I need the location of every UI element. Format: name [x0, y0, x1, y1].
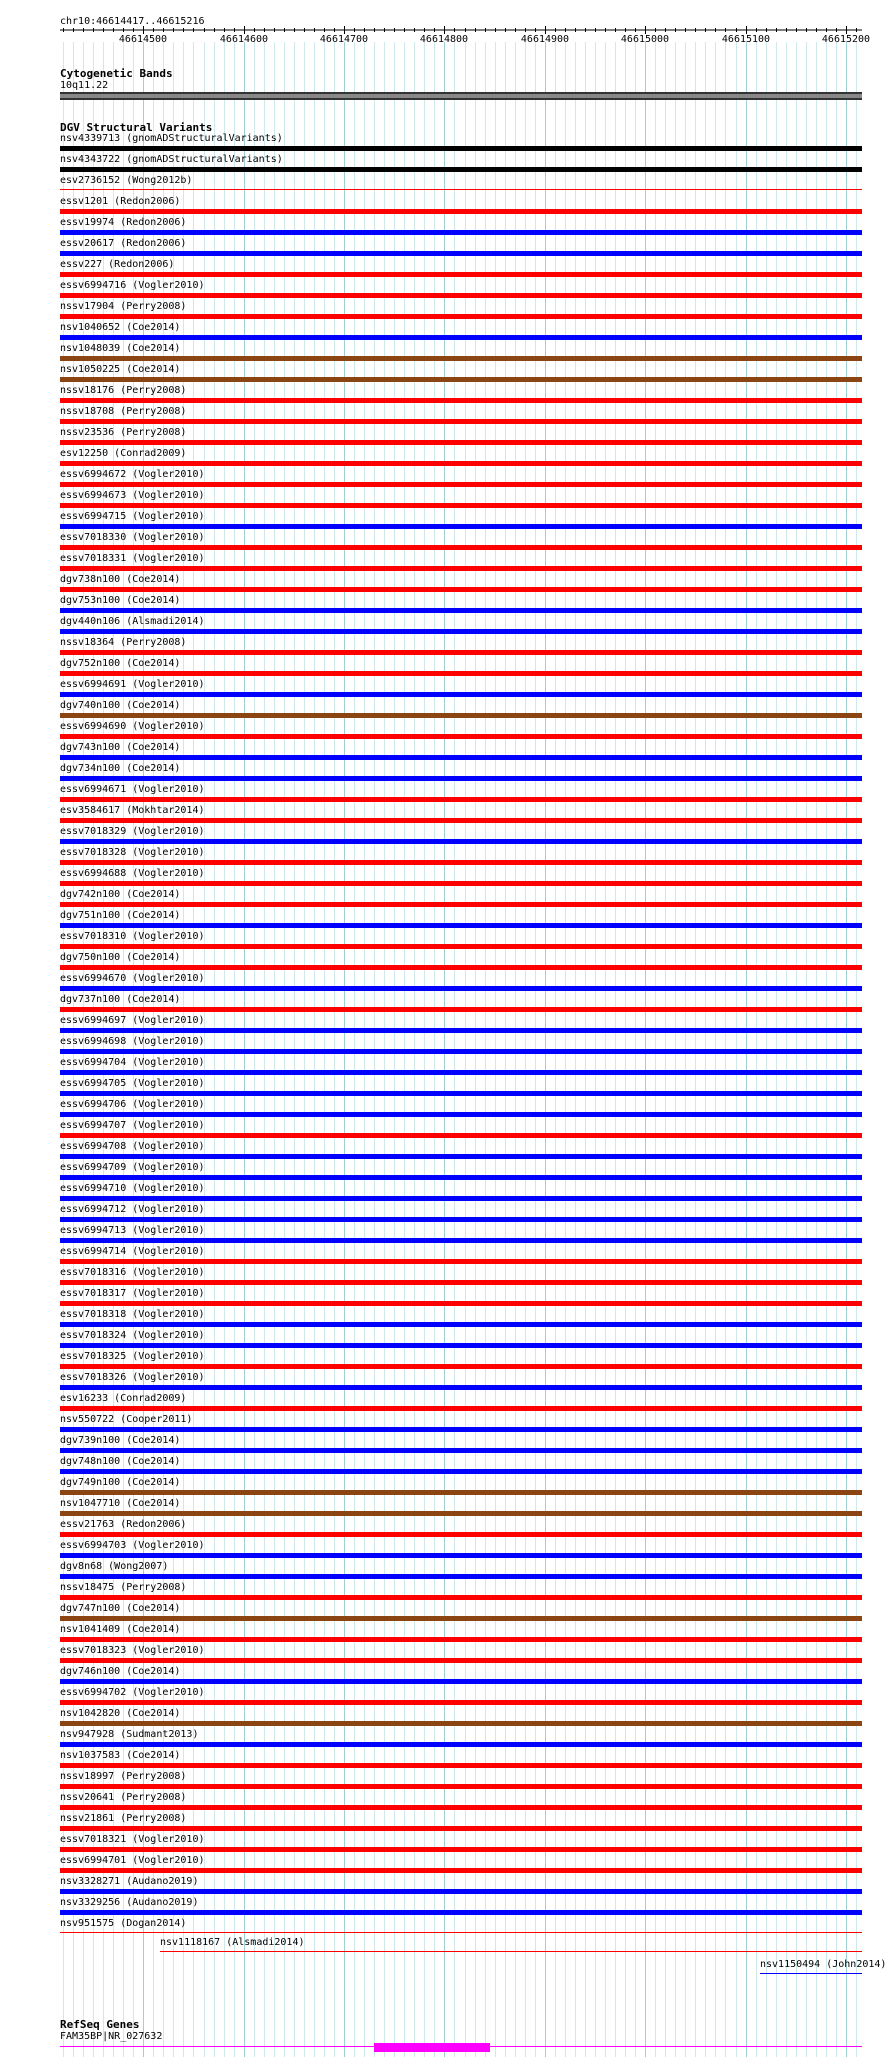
dgv-feature-bar[interactable]	[60, 860, 862, 865]
dgv-feature-label[interactable]: essv6994708 (Vogler2010)	[60, 1141, 205, 1152]
dgv-feature-label[interactable]: nsv4339713 (gnomADStructuralVariants)	[60, 133, 283, 144]
dgv-feature-bar[interactable]	[60, 1427, 862, 1432]
ruler-tick-label: 46614700	[319, 34, 369, 45]
dgv-feature-label[interactable]: essv7018310 (Vogler2010)	[60, 931, 205, 942]
dgv-feature-label[interactable]: nsv1050225 (Coe2014)	[60, 364, 181, 375]
dgv-feature-bar[interactable]	[60, 1721, 862, 1726]
dgv-feature-bar[interactable]	[60, 314, 862, 319]
dgv-feature-label[interactable]: nsv3328271 (Audano2019)	[60, 1876, 199, 1887]
dgv-feature-bar[interactable]	[60, 1932, 862, 1933]
dgv-feature-label[interactable]: essv227 (Redon2006)	[60, 259, 175, 270]
dgv-feature-bar[interactable]	[60, 1343, 862, 1348]
dgv-feature-label[interactable]: essv7018316 (Vogler2010)	[60, 1267, 205, 1278]
dgv-feature-label[interactable]: essv6994688 (Vogler2010)	[60, 868, 205, 879]
dgv-feature-label[interactable]: nsv3329256 (Audano2019)	[60, 1897, 199, 1908]
dgv-feature-bar[interactable]	[60, 1868, 862, 1873]
dgv-feature-label[interactable]: dgv747n100 (Coe2014)	[60, 1603, 181, 1614]
dgv-feature-bar[interactable]	[60, 1469, 862, 1474]
dgv-feature-label[interactable]: essv6994672 (Vogler2010)	[60, 469, 205, 480]
dgv-feature-bar[interactable]	[60, 293, 862, 298]
dgv-feature-bar[interactable]	[60, 629, 862, 634]
dgv-feature-bar[interactable]	[60, 1763, 862, 1768]
dgv-feature-bar[interactable]	[60, 1826, 862, 1831]
dgv-feature-label[interactable]: essv6994716 (Vogler2010)	[60, 280, 205, 291]
dgv-feature-bar[interactable]	[60, 461, 862, 466]
dgv-feature-label[interactable]: dgv734n100 (Coe2014)	[60, 763, 181, 774]
dgv-feature-label[interactable]: essv6994713 (Vogler2010)	[60, 1225, 205, 1236]
dgv-feature-bar[interactable]	[60, 1322, 862, 1327]
dgv-feature-label[interactable]: dgv440n106 (Alsmadi2014)	[60, 616, 205, 627]
dgv-feature-label[interactable]: essv7018326 (Vogler2010)	[60, 1372, 205, 1383]
dgv-feature-label[interactable]: dgv740n100 (Coe2014)	[60, 700, 181, 711]
dgv-feature-bar[interactable]	[60, 1616, 862, 1621]
dgv-feature-label[interactable]: essv7018318 (Vogler2010)	[60, 1309, 205, 1320]
dgv-feature-bar[interactable]	[60, 1574, 862, 1579]
dgv-feature-label[interactable]: nssv18176 (Perry2008)	[60, 385, 187, 396]
dgv-feature-bar[interactable]	[60, 881, 862, 886]
dgv-feature-bar[interactable]	[60, 986, 862, 991]
dgv-feature-bar[interactable]	[60, 1112, 862, 1117]
dgv-feature-label[interactable]: essv7018321 (Vogler2010)	[60, 1834, 205, 1845]
dgv-feature-bar[interactable]	[60, 1070, 862, 1075]
dgv-feature-label[interactable]: nsv1042820 (Coe2014)	[60, 1708, 181, 1719]
dgv-feature-label[interactable]: nsv4343722 (gnomADStructuralVariants)	[60, 154, 283, 165]
dgv-feature-bar[interactable]	[60, 1679, 862, 1684]
dgv-feature-bar[interactable]	[60, 1154, 862, 1159]
dgv-feature-bar[interactable]	[60, 1028, 862, 1033]
dgv-feature-bar[interactable]	[60, 965, 862, 970]
dgv-feature-label[interactable]: nsv1118167 (Alsmadi2014)	[160, 1937, 305, 1948]
dgv-feature-label[interactable]: essv6994671 (Vogler2010)	[60, 784, 205, 795]
dgv-feature-label[interactable]: dgv746n100 (Coe2014)	[60, 1666, 181, 1677]
dgv-feature-bar[interactable]	[60, 524, 862, 529]
dgv-feature-label[interactable]: essv20617 (Redon2006)	[60, 238, 187, 249]
dgv-feature-bar[interactable]	[60, 1238, 862, 1243]
dgv-feature-bar[interactable]	[60, 1595, 862, 1600]
dgv-feature-label[interactable]: essv6994709 (Vogler2010)	[60, 1162, 205, 1173]
dgv-feature-label[interactable]: nsv1037583 (Coe2014)	[60, 1750, 181, 1761]
dgv-feature-label[interactable]: esv2736152 (Wong2012b)	[60, 175, 193, 186]
dgv-feature-bar[interactable]	[60, 923, 862, 928]
dgv-feature-label[interactable]: essv21763 (Redon2006)	[60, 1519, 187, 1530]
dgv-feature-label[interactable]: dgv742n100 (Coe2014)	[60, 889, 181, 900]
dgv-feature-bar[interactable]	[60, 818, 862, 823]
dgv-feature-bar[interactable]	[60, 1532, 862, 1537]
dgv-feature-bar[interactable]	[60, 1448, 862, 1453]
dgv-feature-label[interactable]: essv7018325 (Vogler2010)	[60, 1351, 205, 1362]
dgv-feature-bar[interactable]	[60, 1280, 862, 1285]
dgv-feature-bar[interactable]	[60, 1301, 862, 1306]
dgv-feature-bar[interactable]	[60, 650, 862, 655]
dgv-feature-bar[interactable]	[60, 440, 862, 445]
dgv-feature-label[interactable]: nsv951575 (Dogan2014)	[60, 1918, 187, 1929]
ruler-tick-label: 46614600	[219, 34, 269, 45]
dgv-feature-label[interactable]: essv6994715 (Vogler2010)	[60, 511, 205, 522]
cytoband-track-title: Cytogenetic Bands	[60, 67, 173, 80]
dgv-feature-bar[interactable]	[60, 1511, 862, 1516]
dgv-feature-label[interactable]: dgv737n100 (Coe2014)	[60, 994, 181, 1005]
dgv-feature-label[interactable]: essv1201 (Redon2006)	[60, 196, 181, 207]
dgv-feature-bar[interactable]	[60, 1742, 862, 1747]
dgv-feature-label[interactable]: essv6994704 (Vogler2010)	[60, 1057, 205, 1068]
dgv-feature-label[interactable]: nssv18997 (Perry2008)	[60, 1771, 187, 1782]
dgv-feature-label[interactable]: nsv1041409 (Coe2014)	[60, 1624, 181, 1635]
dgv-feature-bar[interactable]	[60, 1133, 862, 1138]
refseq-gene-exon[interactable]	[374, 2043, 490, 2052]
ruler-tick-label: 46615100	[721, 34, 771, 45]
dgv-feature-bar[interactable]	[60, 167, 862, 172]
dgv-feature-bar[interactable]	[60, 356, 862, 361]
dgv-feature-bar[interactable]	[60, 251, 862, 256]
dgv-feature-label[interactable]: essv6994670 (Vogler2010)	[60, 973, 205, 984]
dgv-feature-bar[interactable]	[60, 587, 862, 592]
dgv-feature-label[interactable]: dgv743n100 (Coe2014)	[60, 742, 181, 753]
dgv-feature-bar[interactable]	[60, 797, 862, 802]
dgv-feature-bar[interactable]	[60, 944, 862, 949]
dgv-feature-label[interactable]: esv16233 (Conrad2009)	[60, 1393, 187, 1404]
dgv-feature-label[interactable]: dgv750n100 (Coe2014)	[60, 952, 181, 963]
dgv-feature-label[interactable]: nsv1048039 (Coe2014)	[60, 343, 181, 354]
dgv-feature-label[interactable]: dgv752n100 (Coe2014)	[60, 658, 181, 669]
dgv-feature-label[interactable]: essv6994701 (Vogler2010)	[60, 1855, 205, 1866]
dgv-feature-bar[interactable]	[60, 1217, 862, 1222]
dgv-feature-label[interactable]: nsv1047710 (Coe2014)	[60, 1498, 181, 1509]
ruler-tick-label: 46615200	[821, 34, 871, 45]
dgv-feature-label[interactable]: essv6994702 (Vogler2010)	[60, 1687, 205, 1698]
dgv-feature-bar[interactable]	[60, 482, 862, 487]
dgv-feature-bar[interactable]	[60, 545, 862, 550]
dgv-feature-bar[interactable]	[60, 1259, 862, 1264]
dgv-feature-label[interactable]: esv12250 (Conrad2009)	[60, 448, 187, 459]
dgv-feature-bar[interactable]	[60, 692, 862, 697]
dgv-feature-bar[interactable]	[60, 839, 862, 844]
dgv-feature-label[interactable]: essv7018323 (Vogler2010)	[60, 1645, 205, 1656]
dgv-feature-label[interactable]: essv6994705 (Vogler2010)	[60, 1078, 205, 1089]
dgv-feature-bar[interactable]	[60, 230, 862, 235]
dgv-feature-label[interactable]: nsv1040652 (Coe2014)	[60, 322, 181, 333]
dgv-feature-label[interactable]: essv6994698 (Vogler2010)	[60, 1036, 205, 1047]
dgv-feature-label[interactable]: essv19974 (Redon2006)	[60, 217, 187, 228]
dgv-feature-label[interactable]: essv6994706 (Vogler2010)	[60, 1099, 205, 1110]
dgv-feature-bar[interactable]	[60, 1406, 862, 1411]
dgv-feature-label[interactable]: esv3584617 (Mokhtar2014)	[60, 805, 205, 816]
dgv-feature-bar[interactable]	[60, 1196, 862, 1201]
dgv-feature-label[interactable]: essv6994714 (Vogler2010)	[60, 1246, 205, 1257]
cytoband-band[interactable]	[60, 92, 862, 100]
dgv-feature-bar[interactable]	[60, 398, 862, 403]
ruler-tick-label: 46615000	[620, 34, 670, 45]
ruler-tick-label: 46614800	[419, 34, 469, 45]
dgv-feature-label[interactable]: dgv739n100 (Coe2014)	[60, 1435, 181, 1446]
dgv-feature-label[interactable]: dgv751n100 (Coe2014)	[60, 910, 181, 921]
dgv-feature-label[interactable]: dgv753n100 (Coe2014)	[60, 595, 181, 606]
dgv-feature-bar[interactable]	[60, 713, 862, 718]
dgv-feature-bar[interactable]	[60, 1553, 862, 1558]
ruler-tick-label: 46614900	[520, 34, 570, 45]
dgv-feature-label[interactable]: nssv20641 (Perry2008)	[60, 1792, 187, 1803]
dgv-feature-bar[interactable]	[60, 1049, 862, 1054]
cytoband-band-label: 10q11.22	[60, 80, 109, 91]
dgv-feature-label[interactable]: nssv18708 (Perry2008)	[60, 406, 187, 417]
dgv-feature-label[interactable]: dgv8n68 (Wong2007)	[60, 1561, 169, 1572]
dgv-feature-bar[interactable]	[60, 1364, 862, 1369]
dgv-feature-bar[interactable]	[60, 503, 862, 508]
dgv-feature-bar[interactable]	[60, 902, 862, 907]
dgv-feature-label[interactable]: essv7018317 (Vogler2010)	[60, 1288, 205, 1299]
dgv-feature-bar[interactable]	[60, 419, 862, 424]
dgv-feature-label[interactable]: nsv550722 (Cooper2011)	[60, 1414, 193, 1425]
dgv-feature-bar[interactable]	[60, 1889, 862, 1894]
dgv-feature-bar[interactable]	[60, 189, 862, 190]
dgv-feature-bar[interactable]	[60, 335, 862, 340]
refseq-track-title: RefSeq Genes	[60, 2018, 140, 2031]
dgv-feature-label[interactable]: essv7018329 (Vogler2010)	[60, 826, 205, 837]
dgv-feature-bar[interactable]	[760, 1973, 862, 1974]
dgv-feature-bar[interactable]	[60, 209, 862, 214]
dgv-feature-label[interactable]: essv7018328 (Vogler2010)	[60, 847, 205, 858]
dgv-feature-bar[interactable]	[60, 755, 862, 760]
dgv-feature-bar[interactable]	[60, 1385, 862, 1390]
dgv-feature-bar[interactable]	[60, 1805, 862, 1810]
dgv-feature-label[interactable]: essv6994707 (Vogler2010)	[60, 1120, 205, 1131]
dgv-feature-bar[interactable]	[60, 1091, 862, 1096]
dgv-feature-label[interactable]: essv7018330 (Vogler2010)	[60, 532, 205, 543]
dgv-feature-label[interactable]: nssv21861 (Perry2008)	[60, 1813, 187, 1824]
dgv-feature-bar[interactable]	[60, 1700, 862, 1705]
dgv-feature-bar[interactable]	[60, 272, 862, 277]
dgv-feature-label[interactable]: dgv749n100 (Coe2014)	[60, 1477, 181, 1488]
dgv-feature-bar[interactable]	[60, 1007, 862, 1012]
dgv-feature-label[interactable]: essv7018331 (Vogler2010)	[60, 553, 205, 564]
dgv-feature-bar[interactable]	[60, 1910, 862, 1915]
dgv-feature-bar[interactable]	[160, 1951, 862, 1952]
dgv-feature-label[interactable]: essv6994691 (Vogler2010)	[60, 679, 205, 690]
dgv-track-title: DGV Structural Variants	[60, 121, 213, 134]
dgv-feature-label[interactable]: essv6994710 (Vogler2010)	[60, 1183, 205, 1194]
dgv-feature-bar[interactable]	[60, 734, 862, 739]
dgv-feature-bar[interactable]	[60, 1784, 862, 1789]
dgv-feature-label[interactable]: essv6994697 (Vogler2010)	[60, 1015, 205, 1026]
dgv-feature-label[interactable]: nsv947928 (Sudmant2013)	[60, 1729, 199, 1740]
dgv-feature-bar[interactable]	[60, 1637, 862, 1642]
dgv-feature-bar[interactable]	[60, 608, 862, 613]
dgv-feature-bar[interactable]	[60, 566, 862, 571]
dgv-feature-label[interactable]: dgv748n100 (Coe2014)	[60, 1456, 181, 1467]
dgv-feature-label[interactable]: nssv18364 (Perry2008)	[60, 637, 187, 648]
dgv-feature-label[interactable]: nssv17904 (Perry2008)	[60, 301, 187, 312]
dgv-feature-bar[interactable]	[60, 1490, 862, 1495]
dgv-feature-label[interactable]: nsv1150494 (John2014)	[760, 1959, 887, 1970]
dgv-feature-label[interactable]: nssv18475 (Perry2008)	[60, 1582, 187, 1593]
dgv-feature-bar[interactable]	[60, 377, 862, 382]
dgv-feature-label[interactable]: essv7018324 (Vogler2010)	[60, 1330, 205, 1341]
dgv-feature-label[interactable]: essv6994703 (Vogler2010)	[60, 1540, 205, 1551]
dgv-feature-label[interactable]: essv6994673 (Vogler2010)	[60, 490, 205, 501]
dgv-feature-bar[interactable]	[60, 671, 862, 676]
location-label: chr10:46614417..46615216	[60, 16, 205, 27]
dgv-feature-label[interactable]: essv6994712 (Vogler2010)	[60, 1204, 205, 1215]
dgv-feature-label[interactable]: essv6994690 (Vogler2010)	[60, 721, 205, 732]
ruler-tick-label: 46614500	[118, 34, 168, 45]
dgv-feature-bar[interactable]	[60, 1175, 862, 1180]
dgv-feature-label[interactable]: nssv23536 (Perry2008)	[60, 427, 187, 438]
dgv-feature-bar[interactable]	[60, 776, 862, 781]
dgv-feature-bar[interactable]	[60, 1658, 862, 1663]
dgv-feature-bar[interactable]	[60, 1847, 862, 1852]
refseq-gene-label[interactable]: FAM35BP|NR_027632	[60, 2031, 163, 2042]
dgv-feature-label[interactable]: dgv738n100 (Coe2014)	[60, 574, 181, 585]
dgv-feature-bar[interactable]	[60, 146, 862, 151]
